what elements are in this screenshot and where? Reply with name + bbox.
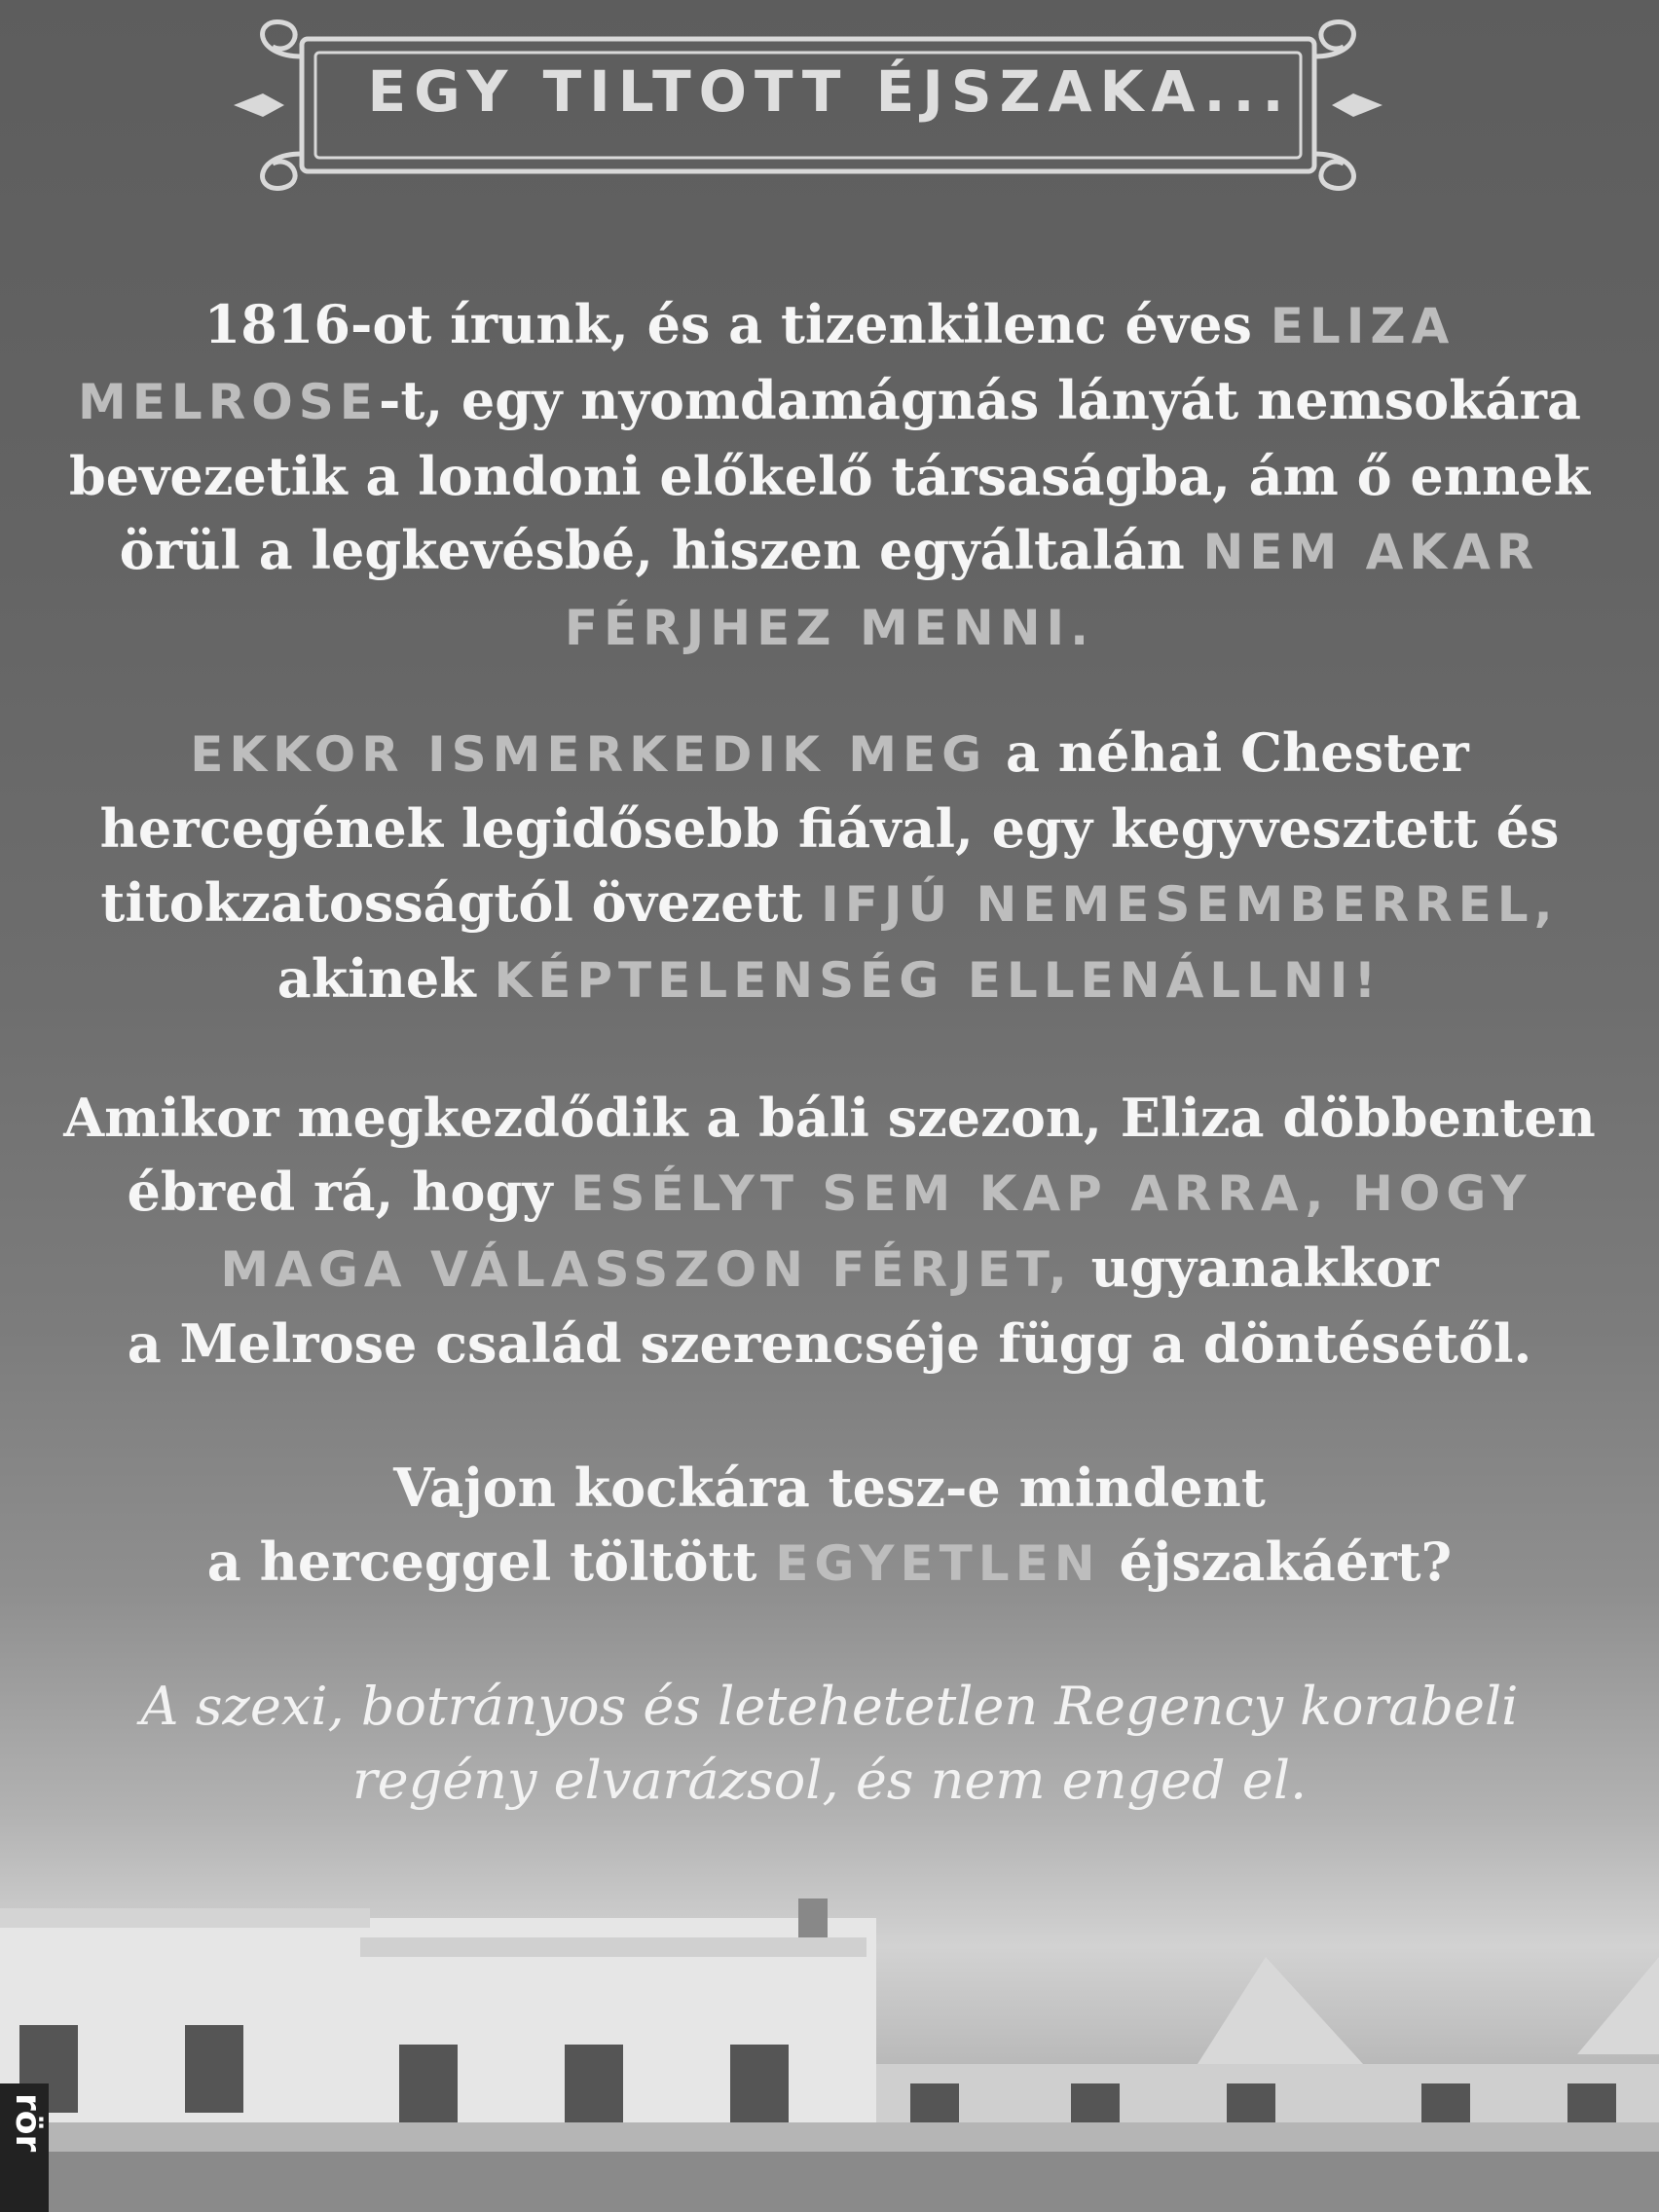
caps-highlight: MELROSE xyxy=(78,374,379,430)
paragraph-2 xyxy=(39,716,1620,1017)
paragraph-line xyxy=(39,866,1620,941)
paragraph-line xyxy=(39,363,1620,439)
spine-label xyxy=(0,2083,49,2212)
caps-highlight: NEM AKAR xyxy=(1202,524,1540,580)
text-run: ébred rá, hogy xyxy=(127,1161,571,1223)
text-run: -t, egy nyomdamágnás lányát nemsokára xyxy=(378,369,1581,431)
text-run: titokzatosságtól övezett xyxy=(100,871,822,934)
paragraph-3 xyxy=(39,1081,1620,1381)
paragraph-line: Vajon kockára tesz-e mindent xyxy=(393,1456,1266,1519)
text-run: éjszakáért? xyxy=(1100,1530,1453,1593)
paragraph-4 xyxy=(39,1451,1620,1601)
caps-highlight: EKKOR ISMERKEDIK MEG xyxy=(190,726,988,783)
paragraph-line xyxy=(39,941,1620,1017)
paragraph-line xyxy=(39,716,1620,792)
paragraph-line: a Melrose család szerencséje függ a döntésétől. xyxy=(127,1312,1532,1375)
paragraph-line: bevezetik a londoni előkelő társaságba, ám ő ennek xyxy=(68,445,1591,507)
caps-highlight: MAGA VÁLASSZON FÉRJET, xyxy=(220,1241,1073,1298)
text-run: a herceggel töltött xyxy=(206,1530,776,1593)
caps-highlight: ELIZA xyxy=(1270,298,1456,354)
text-run: ugyanakkor xyxy=(1072,1236,1439,1299)
caps-highlight: KÉPTELENSÉG ELLENÁLLNI! xyxy=(494,952,1382,1009)
caps-highlight: FÉRJHEZ MENNI. xyxy=(564,600,1095,656)
paragraph-line xyxy=(39,287,1620,363)
caps-highlight: EGYETLEN xyxy=(775,1535,1101,1592)
paragraph-line: hercegének legidősebb fiával, egy kegyvesztett és xyxy=(99,797,1560,860)
text-run: örül a legkevésbé, hiszen egyáltalán xyxy=(119,519,1203,581)
text-run: 1816-ot írunk, és a tizenkilenc éves xyxy=(203,293,1271,355)
building-illustration-icon xyxy=(0,1879,1659,2212)
paragraph-line: Amikor megkezdődik a báli szezon, Eliza döbbenten xyxy=(63,1087,1596,1149)
paragraph-line xyxy=(39,1231,1620,1307)
paragraph-line xyxy=(39,1155,1620,1231)
paragraph-line xyxy=(39,513,1620,589)
spine-text: rör xyxy=(8,2093,48,2153)
paragraph-line xyxy=(39,1525,1620,1601)
tagline-line: A szexi, botrányos és letehetetlen Regency korabeli xyxy=(140,1676,1519,1737)
header-title: EGY TILTOTT ÉJSZAKA... xyxy=(367,58,1292,125)
caps-highlight: IFJÚ NEMESEMBERREL, xyxy=(821,876,1559,933)
tagline xyxy=(39,1670,1620,1818)
text-run: a néhai Chester xyxy=(987,721,1469,784)
paragraph-1 xyxy=(39,287,1620,665)
tagline-line: regény elvarázsol, és nem enged el. xyxy=(351,1750,1308,1811)
text-run: akinek xyxy=(276,947,495,1010)
paragraph-line xyxy=(39,589,1620,665)
caps-highlight: ESÉLYT SEM KAP ARRA, HOGY xyxy=(571,1165,1532,1222)
